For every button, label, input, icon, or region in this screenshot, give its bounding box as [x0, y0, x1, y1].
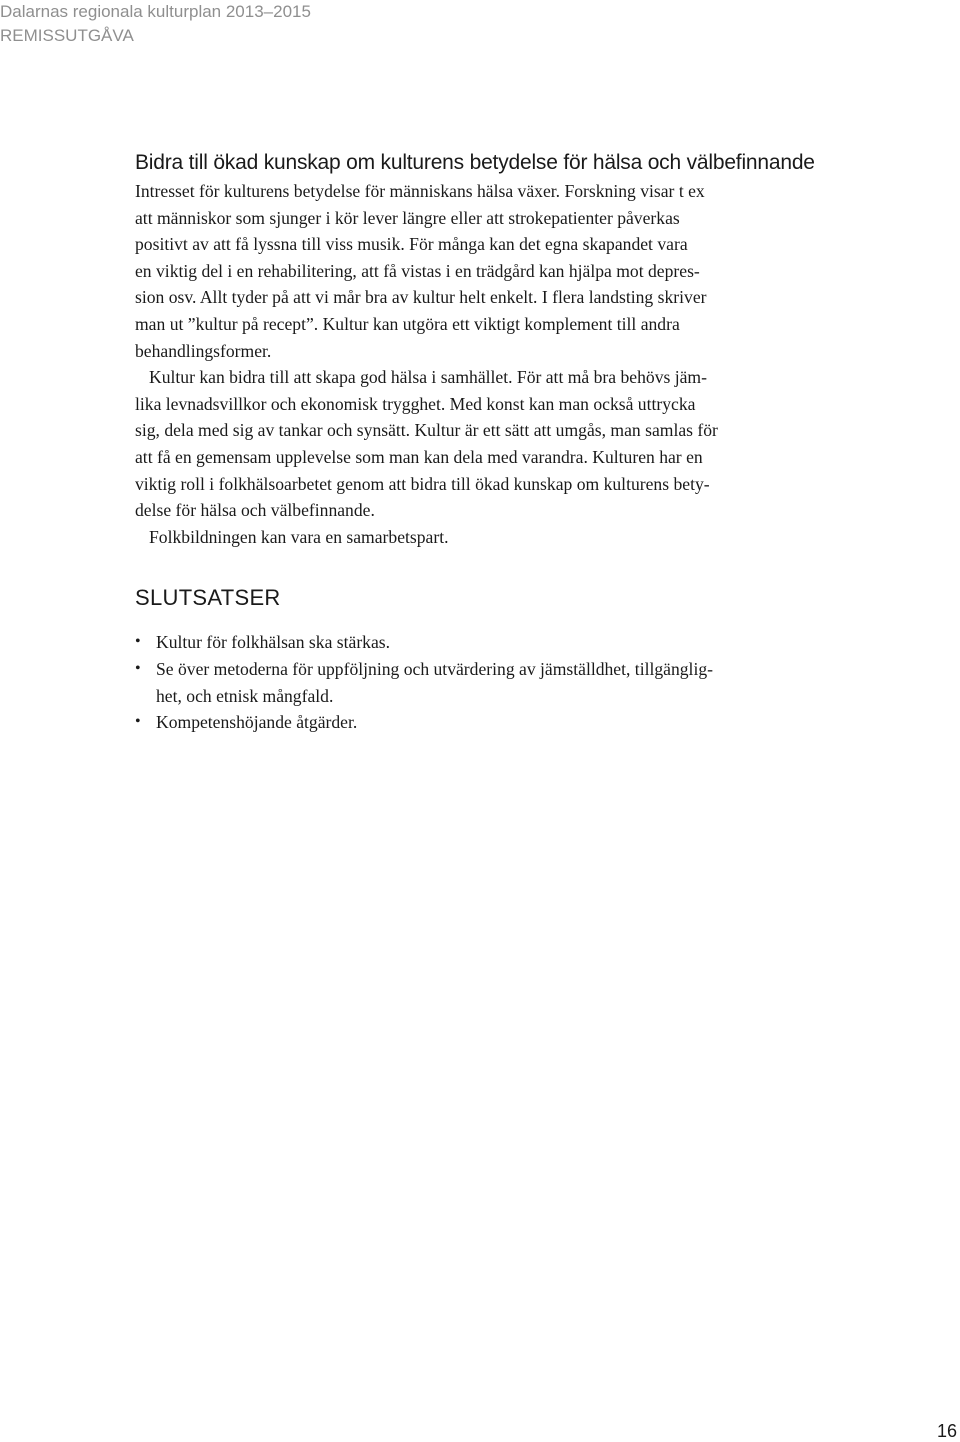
paragraph-3 — [135, 524, 835, 551]
text-line: Kultur kan bidra till att skapa god hälsa i samhället. För att må bra behövs jäm- — [149, 367, 707, 388]
bullet-icon: • — [135, 659, 141, 677]
bullet-icon: • — [135, 713, 141, 731]
conclusions-list — [135, 629, 835, 735]
page-number: 16 — [936, 1421, 957, 1441]
paragraph-1 — [135, 178, 835, 364]
text-line: delse för hälsa och välbefinnande. — [135, 500, 375, 521]
text-line: Folkbildningen kan vara en samarbetspart. — [149, 526, 449, 547]
bullet-icon: • — [135, 633, 141, 651]
main-content — [135, 148, 835, 736]
document-edition: REMISSUTGÅVA — [0, 26, 134, 45]
text-line: positivt av att få lyssna till viss musik. För många kan det egna skapandet vara — [135, 234, 688, 255]
text-line: behandlingsformer. — [135, 340, 272, 361]
text-line: att få en gemensam upplevelse som man kan dela med varandra. Kulturen har en — [135, 446, 703, 467]
text-line: en viktig del i en rehabilitering, att få vistas i en trädgård kan hjälpa mot depres- — [135, 260, 700, 281]
text-line: man ut ”kultur på recept”. Kultur kan utgöra ett viktigt komplement till andra — [135, 313, 680, 334]
list-item — [135, 709, 835, 736]
list-item-text: het, och etnisk mångfald. — [156, 685, 334, 706]
list-item-text: Kultur för folkhälsan ska stärkas. — [156, 632, 391, 653]
list-item — [135, 629, 835, 656]
list-item-text: Se över metoderna för uppföljning och utvärdering av jämställdhet, tillgänglig- — [156, 658, 713, 679]
text-line: sig, dela med sig av tankar och synsätt. Kultur är ett sätt att umgås, man samlas för — [135, 420, 718, 441]
text-line: lika levnadsvillkor och ekonomisk trygghet. Med konst kan man också uttrycka — [135, 393, 696, 414]
paragraph-2 — [135, 364, 835, 524]
text-line: viktig roll i folkhälsoarbetet genom att bidra till ökad kunskap om kulturens bety- — [135, 473, 710, 494]
conclusions-heading: SLUTSATSER — [135, 585, 281, 611]
section-heading: Bidra till ökad kunskap om kulturens betydelse för hälsa och välbefinnande — [135, 151, 815, 174]
text-line: att människor som sjunger i kör lever längre eller att strokepatienter påverkas — [135, 207, 680, 228]
list-item-text: Kompetenshöjande åtgärder. — [156, 712, 358, 733]
text-line: Intresset för kulturens betydelse för människans hälsa växer. Forskning visar t ex — [135, 181, 705, 201]
text-line: sion osv. Allt tyder på att vi mår bra av kultur helt enkelt. I flera landsting skriver — [135, 287, 707, 308]
list-item — [135, 656, 835, 709]
running-header — [0, 0, 311, 48]
document-title: Dalarnas regionala kulturplan 2013–2015 — [0, 2, 311, 21]
